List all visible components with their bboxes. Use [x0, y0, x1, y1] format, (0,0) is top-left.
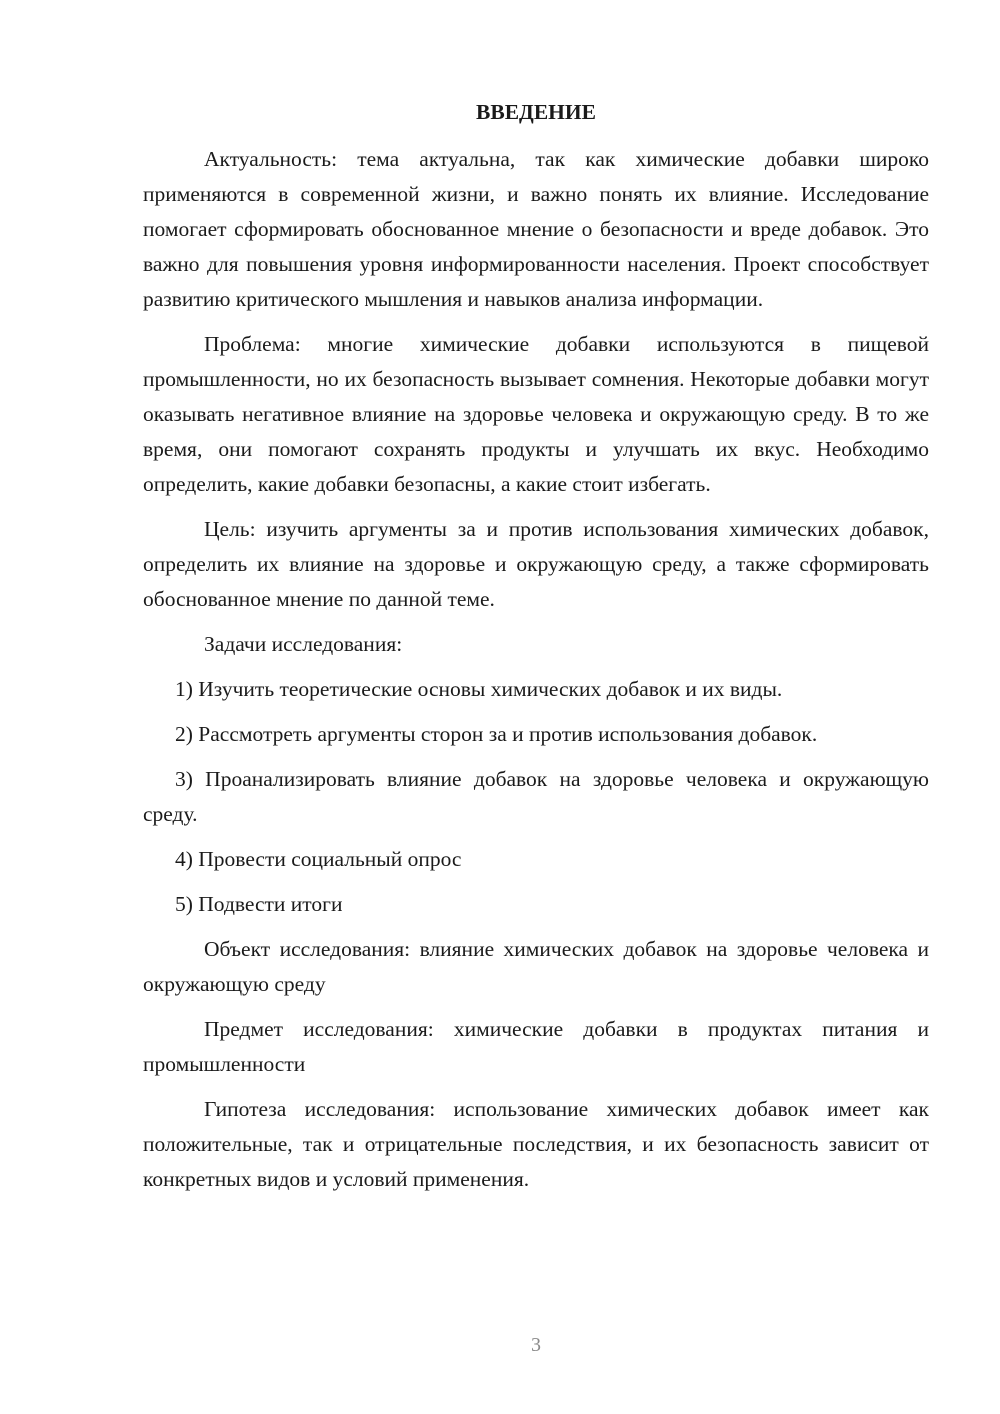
task-item-4: 4) Провести социальный опрос: [175, 847, 462, 871]
page-content: [143, 95, 929, 1207]
tasks-heading: Задачи исследования:: [204, 632, 403, 656]
subject-paragraph: Предмет исследования: химические добавки в продуктах питания и промышленности: [143, 1017, 929, 1076]
object-paragraph: Объект исследования: влияние химических добавок на здоровье человека и окружающую среду: [143, 937, 929, 996]
relevance-paragraph: Актуальность: тема актуальна, так как химические добавки широко применяются в современной жизни, и важно понять их влияние. Исследование помогает сформировать обоснованное мнение о безопасности и вреде добавок. Это важно для повышения уровня информированности населения. Проект способствует развитию критического мышления и навыков анализа информации.: [143, 147, 929, 311]
section-heading: ВВЕДЕНИЕ: [476, 100, 596, 124]
task-item-2: 2) Рассмотреть аргументы сторон за и против использования добавок.: [175, 722, 818, 746]
task-item-1: 1) Изучить теоретические основы химических добавок и их виды.: [175, 677, 783, 701]
task-item-5: 5) Подвести итоги: [175, 892, 343, 916]
goal-paragraph: Цель: изучить аргументы за и против использования химических добавок, определить их влияние на здоровье и окружающую среду, а также сформировать обоснованное мнение по данной теме.: [143, 517, 929, 611]
task-item-3: 3) Проанализировать влияние добавок на здоровье человека и окружающую среду.: [143, 767, 929, 826]
hypothesis-paragraph: Гипотеза исследования: использование химических добавок имеет как положительные, так и отрицательные последствия, и их безопасность зависит от конкретных видов и условий применения.: [143, 1097, 929, 1191]
page-number: 3: [531, 1334, 541, 1356]
problem-paragraph: Проблема: многие химические добавки используются в пищевой промышленности, но их безопасность вызывает сомнения. Некоторые добавки могут оказывать негативное влияние на здоровье человека и окружающую среду. В то же время, они помогают сохранять продукты и улучшать их вкус. Необходимо определить, какие добавки безопасны, а какие стоит избегать.: [143, 332, 929, 496]
